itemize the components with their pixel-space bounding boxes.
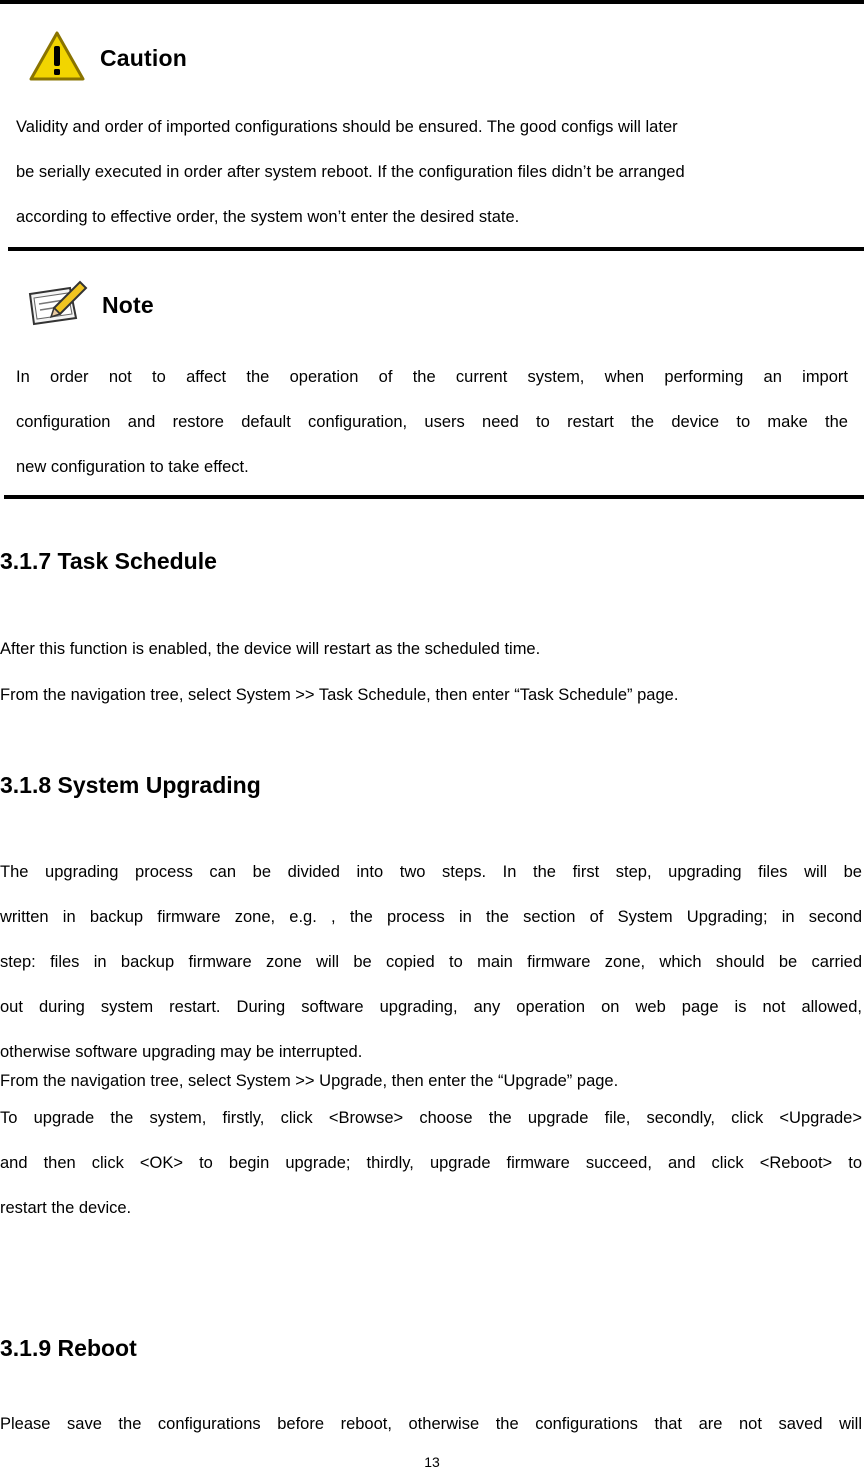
section-heading-reboot: 3.1.9 Reboot bbox=[0, 1335, 137, 1361]
upgrading-line: out during system restart. During software upgrading, any operation on web page is not allowed, bbox=[0, 998, 862, 1016]
upgrade-steps-paragraph bbox=[0, 1096, 862, 1231]
upgrade-steps-line: To upgrade the system, firstly, click <Browse> choose the upgrade file, secondly, click <Upgrade> bbox=[0, 1109, 862, 1127]
caution-header bbox=[28, 30, 187, 87]
page-number: 13 bbox=[424, 1454, 440, 1470]
upgrade-steps-line: and then click <OK> to begin upgrade; thirdly, upgrade firmware succeed, and click <Reboot> to bbox=[0, 1154, 862, 1172]
note-text bbox=[16, 355, 848, 490]
section-heading-task-schedule: 3.1.7 Task Schedule bbox=[0, 548, 217, 574]
caution-line: be serially executed in order after system reboot. If the configuration files didn’t be arranged bbox=[16, 163, 685, 181]
note-line: configuration and restore default configuration, users need to restart the device to make the bbox=[16, 413, 848, 431]
caution-line: Validity and order of imported configurations should be ensured. The good configs will later bbox=[16, 118, 678, 136]
caution-bottom-rule bbox=[8, 247, 864, 251]
warning-triangle-icon bbox=[28, 30, 86, 87]
note-header bbox=[24, 278, 154, 333]
reboot-line: Please save the configurations before reboot, otherwise the configurations that are not saved will bbox=[0, 1415, 862, 1433]
upgrade-steps-line: restart the device. bbox=[0, 1199, 132, 1217]
upgrading-paragraph bbox=[0, 850, 862, 1075]
upgrade-navigation: From the navigation tree, select System >> Upgrade, then enter the “Upgrade” page. bbox=[0, 1072, 619, 1090]
reboot-paragraph bbox=[0, 1412, 862, 1436]
section-heading-system-upgrading: 3.1.8 System Upgrading bbox=[0, 772, 261, 798]
upgrading-line: otherwise software upgrading may be interrupted. bbox=[0, 1043, 363, 1061]
task-schedule-navigation: From the navigation tree, select System >> Task Schedule, then enter “Task Schedule” page. bbox=[0, 686, 679, 704]
caution-top-rule bbox=[0, 0, 864, 4]
note-line: new configuration to take effect. bbox=[16, 458, 249, 476]
caution-text bbox=[16, 105, 848, 240]
note-bottom-rule bbox=[4, 495, 864, 499]
upgrading-line: written in backup firmware zone, e.g. , the process in the section of System Upgrading; in second bbox=[0, 908, 862, 926]
note-title: Note bbox=[102, 292, 154, 318]
upgrading-line: The upgrading process can be divided into two steps. In the first step, upgrading files will be bbox=[0, 863, 862, 881]
note-pencil-icon bbox=[24, 278, 88, 333]
upgrading-line: step: files in backup firmware zone will be copied to main firmware zone, which should be carried bbox=[0, 953, 862, 971]
note-line: In order not to affect the operation of the current system, when performing an import bbox=[16, 368, 848, 386]
caution-title: Caution bbox=[100, 45, 187, 71]
task-schedule-paragraph: After this function is enabled, the device will restart as the scheduled time. bbox=[0, 640, 541, 658]
caution-line: according to effective order, the system won’t enter the desired state. bbox=[16, 208, 520, 226]
